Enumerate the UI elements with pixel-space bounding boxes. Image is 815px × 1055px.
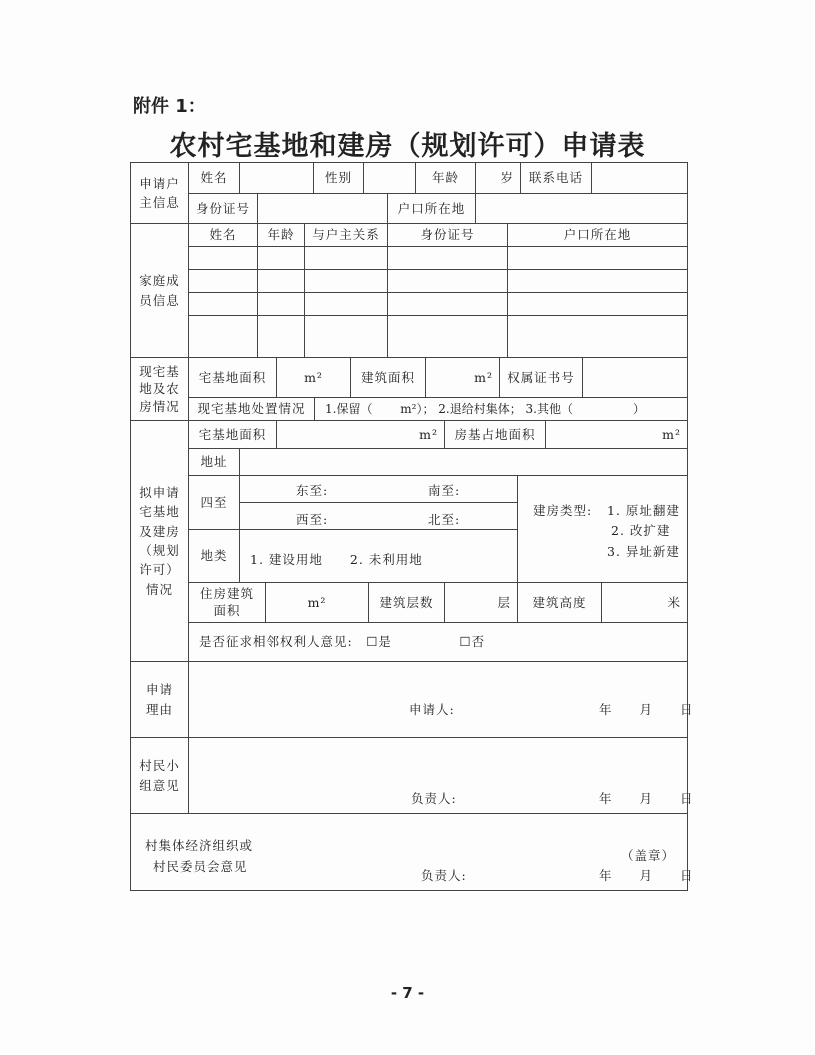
north-label: 北至: — [428, 512, 461, 527]
family-cell[interactable] — [304, 269, 388, 293]
build-type-option[interactable]: 1. 原址翻建 — [607, 503, 680, 518]
proposed-section-label: 拟申请宅基地及建房（规划许可）情况 — [130, 420, 189, 662]
family-cell[interactable] — [257, 269, 305, 293]
unit: m² — [304, 369, 323, 385]
form-title: 农村宅基地和建房（规划许可）申请表 — [169, 131, 646, 162]
bounds-label: 四至 — [188, 475, 240, 530]
build-type-option[interactable]: 2. 改扩建 — [611, 523, 671, 538]
committee-label: 村集体经济组织或 — [145, 838, 254, 853]
applicant-signer: 申请人: — [409, 702, 455, 717]
current-site-area-label: 宅基地面积 — [188, 357, 277, 398]
age-field[interactable] — [475, 162, 521, 194]
floors-field[interactable] — [444, 582, 518, 623]
unit: m² — [474, 369, 493, 385]
group-signer: 负责人: — [411, 791, 457, 806]
unit: m² — [419, 426, 438, 442]
group-label: 村民小组意见 — [130, 737, 189, 814]
floors-label: 建筑层数 — [368, 582, 445, 623]
attachment-label: 附件 1： — [133, 96, 206, 117]
family-header: 身份证号 — [387, 223, 508, 247]
group-field[interactable] — [188, 737, 694, 814]
footprint-field[interactable] — [545, 420, 688, 449]
hukou-field[interactable] — [475, 193, 688, 224]
land-type-options[interactable]: 1. 建设用地 2. 未利用地 — [239, 529, 518, 583]
name-field[interactable] — [239, 162, 314, 194]
east-label: 东至: — [296, 483, 329, 498]
west-label: 西至: — [296, 512, 329, 527]
family-cell[interactable] — [188, 269, 258, 293]
age-unit: 岁 — [500, 170, 514, 186]
id-label: 身份证号 — [188, 193, 258, 224]
disposal-label: 现宅基地处置情况 — [188, 397, 315, 421]
family-cell[interactable] — [304, 315, 388, 358]
bounds-west-north[interactable] — [239, 502, 518, 530]
floors-unit: 层 — [497, 594, 511, 610]
family-cell[interactable] — [387, 292, 508, 316]
group-date: 年 月 日 — [599, 791, 694, 806]
id-field[interactable] — [257, 193, 388, 224]
bounds-east-south[interactable] — [239, 475, 518, 503]
build-type-cell[interactable] — [517, 475, 688, 583]
height-unit: 米 — [667, 594, 681, 610]
gender-label: 性别 — [313, 162, 364, 194]
reason-field[interactable] — [188, 661, 694, 738]
family-cell[interactable] — [188, 292, 258, 316]
committee-label: 村民委员会意见 — [153, 859, 248, 874]
cert-label: 权属证书号 — [499, 357, 583, 398]
height-field[interactable] — [601, 582, 688, 623]
house-area-label: 住房建筑面积 — [188, 582, 266, 623]
gender-field[interactable] — [363, 162, 416, 194]
neighbor-opinion[interactable]: 是否征求相邻权利人意见: ☐是 ☐否 — [188, 622, 688, 662]
address-field[interactable] — [239, 448, 688, 476]
family-cell[interactable] — [188, 246, 258, 270]
applicant-section-label: 申请户主信息 — [130, 162, 189, 224]
land-type-label: 地类 — [188, 529, 240, 583]
unit: m² — [307, 594, 327, 610]
address-label: 地址 — [188, 448, 240, 476]
family-cell[interactable] — [387, 269, 508, 293]
proposed-site-area-label: 宅基地面积 — [188, 420, 277, 449]
footprint-label: 房基占地面积 — [444, 420, 546, 449]
family-cell[interactable] — [507, 292, 688, 316]
name-label: 姓名 — [188, 162, 240, 194]
build-type-option[interactable]: 3. 异址新建 — [607, 544, 680, 559]
family-cell[interactable] — [304, 246, 388, 270]
current-build-area-field[interactable] — [425, 357, 500, 398]
family-header: 与户主关系 — [304, 223, 388, 247]
family-cell[interactable] — [257, 292, 305, 316]
house-area-field[interactable] — [265, 582, 369, 623]
disposal-options[interactable]: 1.保留（ m²）； 2.退给村集体； 3.其他（ ） — [314, 397, 688, 421]
committee-field[interactable] — [130, 813, 694, 891]
committee-date: 年 月 日 — [599, 868, 694, 883]
cert-field[interactable] — [582, 357, 688, 398]
family-header: 年龄 — [257, 223, 305, 247]
seal-label: （盖章） — [621, 848, 676, 863]
current-site-area-field[interactable] — [276, 357, 351, 398]
family-cell[interactable] — [507, 269, 688, 293]
committee-signer: 负责人: — [421, 868, 467, 883]
reason-date: 年 月 日 — [599, 702, 694, 717]
south-label: 南至: — [428, 483, 461, 498]
phone-field[interactable] — [591, 162, 688, 194]
height-label: 建筑高度 — [517, 582, 602, 623]
page-number: - 7 - — [390, 984, 425, 1002]
family-cell[interactable] — [257, 315, 305, 358]
phone-label: 联系电话 — [520, 162, 592, 194]
current-section-label: 现宅基地及农房情况 — [130, 357, 189, 421]
age-label: 年龄 — [415, 162, 476, 194]
family-cell[interactable] — [387, 246, 508, 270]
current-build-area-label: 建筑面积 — [350, 357, 426, 398]
family-header: 姓名 — [188, 223, 258, 247]
family-cell[interactable] — [188, 315, 258, 358]
family-header: 户口所在地 — [507, 223, 688, 247]
family-cell[interactable] — [507, 315, 688, 358]
hukou-label: 户口所在地 — [387, 193, 476, 224]
family-cell[interactable] — [507, 246, 688, 270]
proposed-site-area-field[interactable] — [276, 420, 445, 449]
unit: m² — [662, 426, 681, 442]
family-cell[interactable] — [257, 246, 305, 270]
family-cell[interactable] — [387, 315, 508, 358]
reason-label: 申请理由 — [130, 661, 189, 738]
family-cell[interactable] — [304, 292, 388, 316]
build-type-label: 建房类型: — [533, 503, 593, 518]
family-section-label: 家庭成员信息 — [130, 223, 189, 358]
